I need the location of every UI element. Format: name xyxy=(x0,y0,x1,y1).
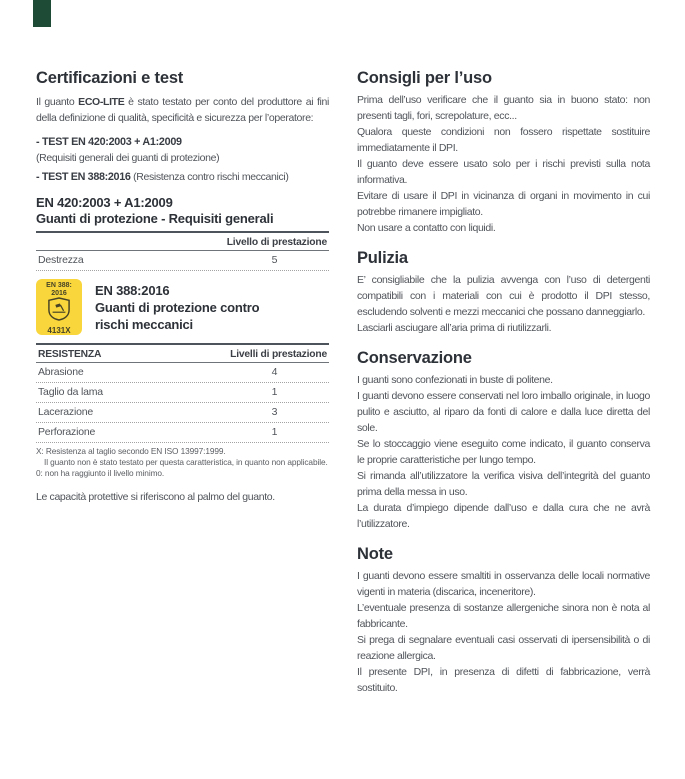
storage-paragraph: I guanti sono confezionati in buste di politene. xyxy=(357,374,553,386)
usage-title: Consigli per l’uso xyxy=(357,69,492,87)
en388-shield-hammer-icon xyxy=(48,297,70,326)
footnote-x-cont: Il guanto non è stato testato per questa caratteristica, in quanto non applicabile. xyxy=(44,457,328,467)
table-footnotes xyxy=(36,446,329,479)
cleaning-paragraph: Lasciarli asciugare all’aria prima di riutilizzarli. xyxy=(357,322,552,334)
en388-heading-line3: rischi meccanici xyxy=(95,316,193,332)
usage-paragraph: Non usare a contatto con liquidi. xyxy=(357,222,496,234)
resistance-row-value: 1 xyxy=(271,426,278,438)
page-content xyxy=(36,68,650,696)
test-en420-line: - TEST EN 420:2003 + A1:2009 xyxy=(36,136,182,148)
en388-heading-line1: EN 388:2016 xyxy=(95,282,170,298)
resistance-row-label: Lacerazione xyxy=(38,406,94,418)
footnote-x: X: Resistenza al taglio secondo EN ISO 13997:1999. xyxy=(36,446,226,456)
resistance-row-label: Perforazione xyxy=(38,426,96,438)
en420-row-value: 5 xyxy=(271,254,278,266)
storage-paragraph: La durata d’impiego dipende dall’uso e dalla cura che ne avrà l’utilizzatore. xyxy=(357,502,650,530)
usage-paragraph: Qualora queste condizioni non fossero rispettate sostituire immediatamente il DPI. xyxy=(357,126,650,154)
product-name: ECO-LITE xyxy=(78,96,125,108)
en388-badge-label xyxy=(46,282,72,297)
table-row xyxy=(36,383,329,403)
storage-paragraph: Se lo stoccaggio viene eseguito come indicato, il guanto conserva le proprie caratteristiche per lungo tempo. xyxy=(357,438,650,466)
palm-note: Le capacità protettive si riferiscono al palmo del guanto. xyxy=(36,491,275,503)
resistance-header-level: Livelli di prestazione xyxy=(230,349,327,360)
resistance-row-value: 4 xyxy=(271,366,278,378)
usage-paragraph: Prima dell’uso verificare che il guanto sia in buono stato: non presenti tagli, fori, screpolature, ecc... xyxy=(357,94,650,122)
resistance-table xyxy=(36,343,329,443)
resistance-row-value: 3 xyxy=(271,406,278,418)
en420-heading-line2: Guanti di protezione - Requisiti generali xyxy=(36,211,274,226)
resistance-header-label: RESISTENZA xyxy=(38,349,102,360)
usage-paragraph: Il guanto deve essere usato solo per i rischi previsti sulla nota informativa. xyxy=(357,158,650,186)
en420-row-label: Destrezza xyxy=(38,254,84,266)
notes-paragraph: Si prega di segnalare eventuali casi osservati di ipersensibilità o di reazione allergica. xyxy=(357,634,650,662)
table-row xyxy=(36,423,329,443)
footnote-zero: 0: non ha raggiunto il livello minimo. xyxy=(36,468,165,478)
right-column xyxy=(357,68,650,696)
certifications-title: Certificazioni e test xyxy=(36,69,184,87)
en420-table xyxy=(36,233,329,271)
storage-title: Conservazione xyxy=(357,349,472,367)
test-en388-line xyxy=(36,169,329,185)
test-en420-sub: (Requisiti generali dei guanti di protezione) xyxy=(36,152,220,164)
table-row xyxy=(36,251,329,271)
usage-paragraph: Evitare di usare il DPI in vicinanza di organi in movimento in cui potrebbe rimanere impigliato. xyxy=(357,190,650,218)
intro-text-post: è stato testato per conto del produttore ai fini della definizione di qualità, specificità e sicurezza per l’operatore: xyxy=(36,96,329,124)
test-list xyxy=(36,134,329,185)
resistance-row-label: Abrasione xyxy=(38,366,84,378)
intro-paragraph xyxy=(36,94,329,126)
test-en388-normal: (Resistenza contro rischi meccanici) xyxy=(130,171,289,183)
storage-paragraph: Si rimanda all’utilizzatore la verifica visiva dell’integrità del guanto prima della messa in uso. xyxy=(357,470,650,498)
resistance-row-value: 1 xyxy=(271,386,278,398)
en388-heading xyxy=(95,282,259,333)
en388-badge-line2: 2016 xyxy=(51,289,67,297)
storage-paragraph: I guanti devono essere conservati nel loro imballo originale, in luogo pulito e asciutto, al riparo da fonti di calore e dalla luce diretta del sole. xyxy=(357,390,650,434)
table-row xyxy=(36,363,329,383)
test-en388-bold: - TEST EN 388:2016 xyxy=(36,171,131,183)
cleaning-paragraph: E’ consigliabile che la pulizia avvenga con l’uso di detergenti compatibili con i materiali con cui è prodotto il DPI stesso, escludendo solventi e mezzi meccanici che possano danneggiarlo. xyxy=(357,274,650,318)
cleaning-title: Pulizia xyxy=(357,249,408,267)
en420-heading xyxy=(36,195,329,233)
resistance-row-label: Taglio da lama xyxy=(38,386,103,398)
en388-badge-line1: EN 388: xyxy=(46,282,72,289)
notes-paragraph: Il presente DPI, in presenza di difetti di fabbricazione, verrà sostituito. xyxy=(357,666,650,694)
en388-heading-line2: Guanti di protezione contro xyxy=(95,299,260,315)
en420-header-level: Livello di prestazione xyxy=(226,237,327,248)
en420-heading-line1: EN 420:2003 + A1:2009 xyxy=(36,195,173,210)
notes-title: Note xyxy=(357,545,393,563)
intro-text-pre: Il guanto xyxy=(36,96,79,108)
left-column xyxy=(36,68,329,696)
en388-performance-code: 4131X xyxy=(47,326,71,335)
notes-paragraph: L’eventuale presenza di sostanze allergeniche sinora non è nota al fabbricante. xyxy=(357,602,650,630)
table-row xyxy=(36,403,329,423)
notes-paragraph: I guanti devono essere smaltiti in osservanza delle locali normative vigenti in materia (discarica, inceneritore). xyxy=(357,570,650,598)
resistance-table-header xyxy=(36,343,329,363)
en420-table-header xyxy=(36,233,329,251)
corner-brand-square xyxy=(33,0,51,27)
en388-pictogram-badge xyxy=(36,279,82,335)
en388-pictogram-block xyxy=(36,279,329,335)
